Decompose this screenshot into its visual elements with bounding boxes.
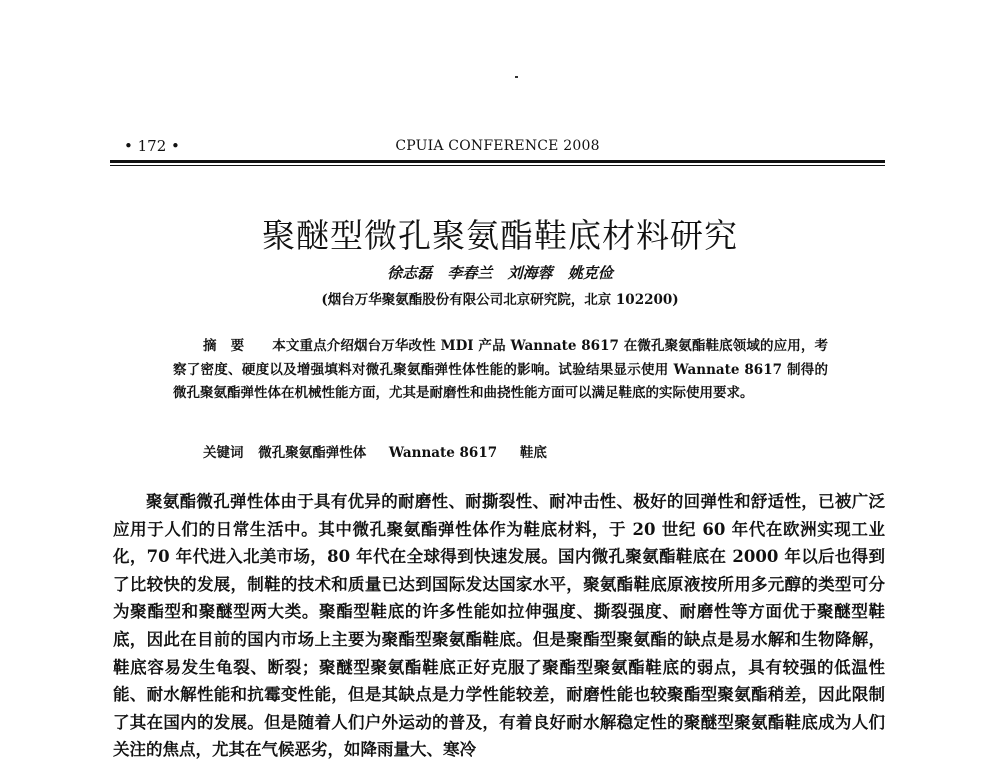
author: 徐志磊 [387, 264, 433, 282]
author: 李春兰 [447, 264, 493, 282]
page-number: • 172 • [124, 137, 180, 155]
paper-title: 聚醚型微孔聚氨酯鞋底材料研究 [262, 216, 738, 255]
author-list [0, 262, 1000, 283]
keywords-label: 关键词 [203, 445, 244, 461]
affiliation: (烟台万华聚氨酯股份有限公司北京研究院，北京 102200) [321, 292, 679, 308]
running-header [110, 137, 885, 159]
author: 刘海蓉 [507, 264, 553, 282]
body-paragraph: 聚氨酯微孔弹性体由于具有优异的耐磨性、耐撕裂性、耐冲击性、极好的回弹性和舒适性，已被广泛应用于人们的日常生活中。其中微孔聚氨酯弹性体作为鞋底材料，于 20 世纪 60 年代在欧洲实现工业化，70 年代进入北美市场，80 年代在全球得到快速发展。国内微孔聚氨酯鞋底在 2000 年以后也得到了比较快的发展，制鞋的技术和质量已达到国际发达国家水平，聚氨酯鞋底原液按所用多元醇的类型可分为聚酯型和聚醚型两大类。聚酯型鞋底的许多性能如拉伸强度、撕裂强度、耐磨性等方面优于聚醚型鞋底，因此在目前的国内市场上主要为聚酯型聚氨酯鞋底。但是聚酯型聚氨酯的缺点是易水解和生物降解，鞋底容易发生龟裂、断裂；聚醚型聚氨酯鞋底正好克服了聚酯型聚氨酯鞋底的弱点，具有较强的低温性能、耐水解性能和抗霉变性能，但是其缺点是力学性能较差，耐磨性能也较聚酯型聚氨酯稍差，因此限制了其在国内的发展。但是随着人们户外运动的普及，有着良好耐水解稳定性的聚醚型聚氨酯鞋底成为人们关注的焦点，尤其在气候恶劣，如降雨量大、寒冷 [113, 492, 885, 760]
abstract-text: 本文重点介绍烟台万华改性 MDI 产品 Wannate 8617 在微孔聚氨酯鞋底领域的应用，考察了密度、硬度以及增强填料对微孔聚氨酯弹性体性能的影响。试验结果显示使用 Wannate 8617 制得的微孔聚氨酯弹性体在机械性能方面，尤其是耐磨性和曲挠性能方面可以满足鞋底的实际使用要求。 [173, 338, 828, 401]
abstract-label: 摘要 [203, 338, 259, 354]
abstract [173, 335, 828, 406]
keyword: 鞋底 [519, 445, 547, 461]
author: 姚克俭 [567, 264, 613, 282]
keyword: 微孔聚氨酯弹性体 [258, 445, 367, 461]
conference-name: CPUIA CONFERENCE 2008 [395, 138, 600, 154]
header-rule-thin [110, 165, 885, 166]
scan-speck [515, 76, 518, 78]
header-rule-thick [110, 160, 885, 163]
keywords [203, 441, 565, 461]
keyword: Wannate 8617 [388, 445, 498, 461]
